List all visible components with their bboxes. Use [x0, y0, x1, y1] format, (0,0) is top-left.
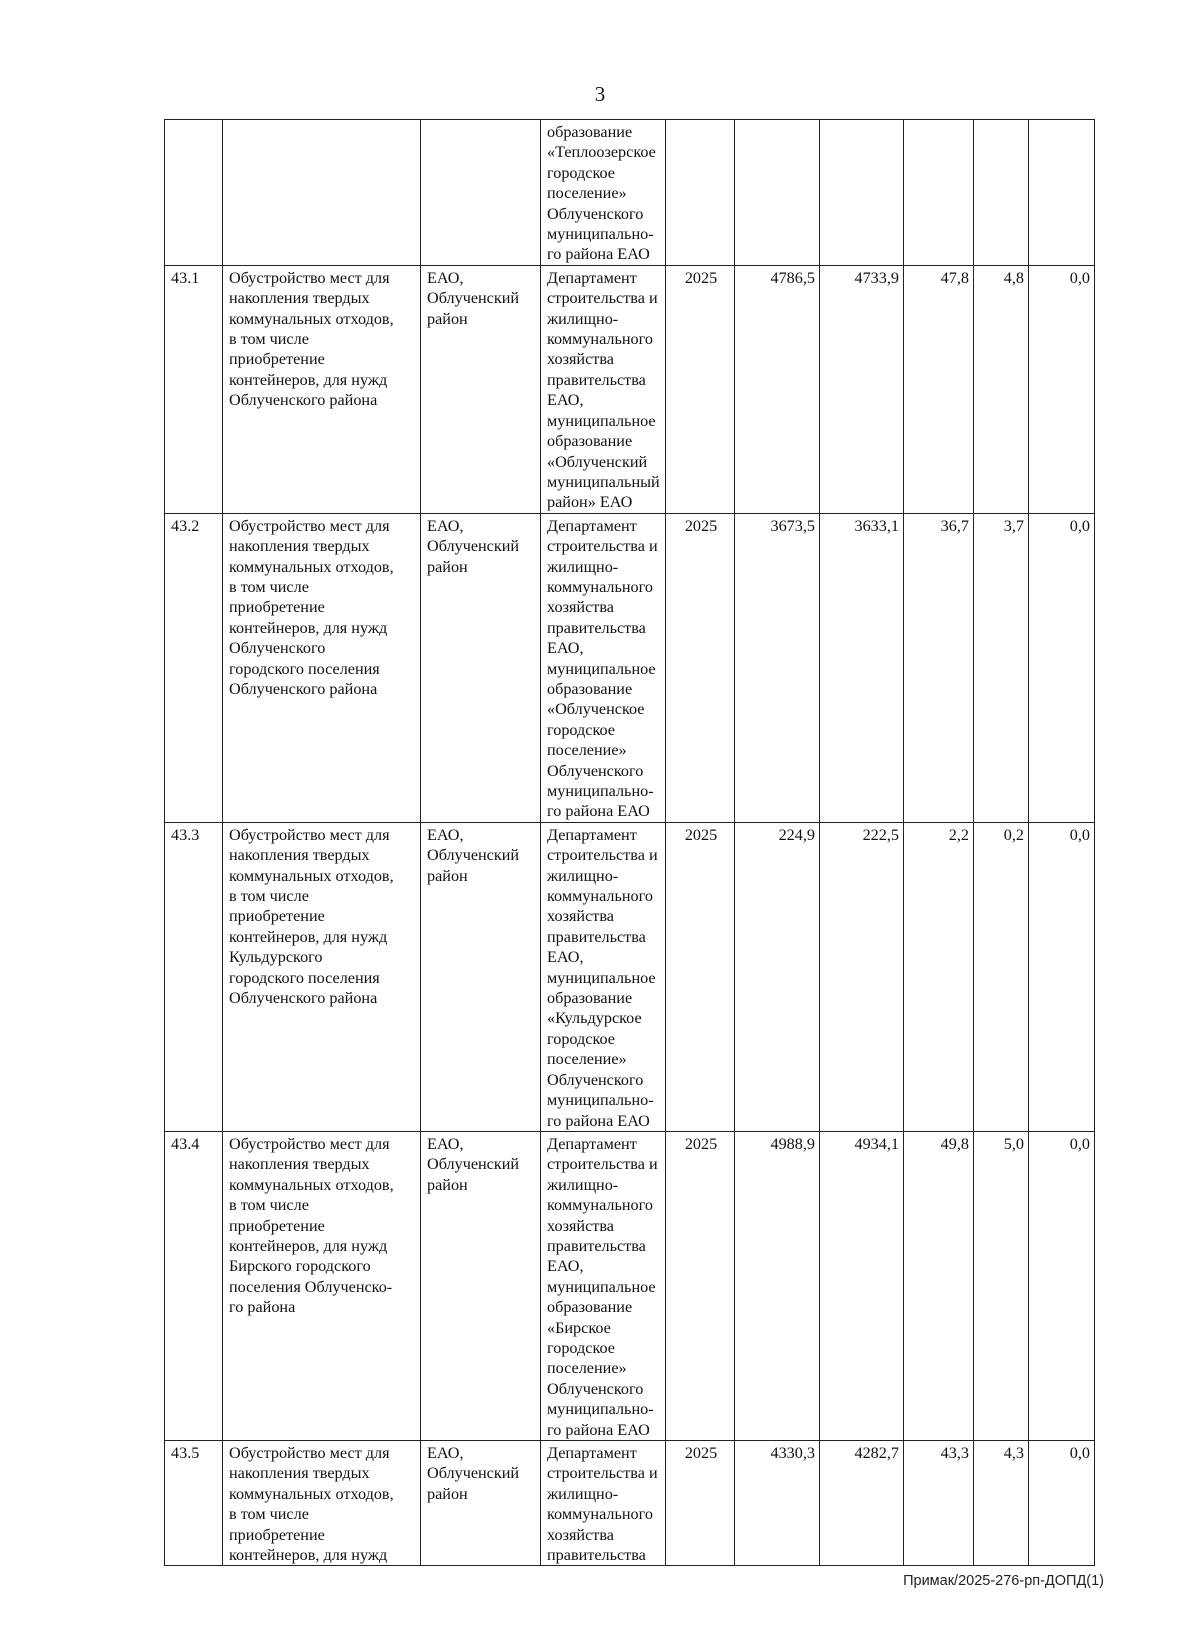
cell-federal: 3633,1 — [820, 513, 904, 822]
customer-text: Департамент строительства и жилищно- коммунального хозяйства правительства ЕАО, муниципальное образование «Облученское городское поселение» Облученского муниципально- го района ЕАО — [547, 516, 658, 821]
cell-year: 2025 — [666, 1441, 735, 1566]
cell-other: 0,0 — [1029, 822, 1095, 1131]
cell-customer — [541, 513, 666, 822]
cell-total: 224,9 — [735, 822, 820, 1131]
table-row — [165, 822, 1095, 1131]
cell-num — [165, 120, 223, 266]
cell-name — [223, 1131, 421, 1440]
cell-customer — [541, 1441, 666, 1566]
cell-total: 4786,5 — [735, 265, 820, 513]
cell-other: 0,0 — [1029, 1131, 1095, 1440]
cell-regional: 2,2 — [904, 822, 974, 1131]
cell-customer — [541, 822, 666, 1131]
cell-customer — [541, 265, 666, 513]
document-code: Примак/2025-276-рп-ДОПД(1) — [903, 1573, 1104, 1589]
cell-total — [735, 120, 820, 266]
cell-name — [223, 1441, 421, 1566]
cell-regional: 43,3 — [904, 1441, 974, 1566]
cell-local: 5,0 — [974, 1131, 1029, 1440]
cell-regional: 47,8 — [904, 265, 974, 513]
cell-federal — [820, 120, 904, 266]
cell-year: 2025 — [666, 513, 735, 822]
cell-total: 3673,5 — [735, 513, 820, 822]
program-table — [164, 119, 1095, 1566]
location-text: ЕАО, Облученский район — [427, 516, 520, 576]
cell-name — [223, 120, 421, 266]
location-text: ЕАО, Облученский район — [427, 825, 520, 885]
customer-text: Департамент строительства и жилищно- коммунального хозяйства правительства — [547, 1444, 658, 1565]
customer-text: образование «Теплоозерское городское поселение» Облученского муниципально- го района ЕАО — [547, 123, 656, 264]
cell-customer — [541, 1131, 666, 1440]
customer-text: Департамент строительства и жилищно- коммунального хозяйства правительства ЕАО, муниципальное образование «Кульдурское городское поселение» Облученского муниципально- го района ЕАО — [547, 825, 658, 1130]
event-name: Обустройство мест для накопления твердых коммунальных отходов, в том числе приобретение контейнеров, для нужд Кульдурского городского поселения Облученского района — [229, 825, 394, 1008]
cell-name — [223, 265, 421, 513]
cell-federal: 222,5 — [820, 822, 904, 1131]
table-row — [165, 265, 1095, 513]
location-text: ЕАО, Облученский район — [427, 1444, 520, 1503]
cell-local: 4,8 — [974, 265, 1029, 513]
table-row-continuation — [165, 120, 1095, 266]
event-name: Обустройство мест для накопления твердых коммунальных отходов, в том числе приобретение контейнеров, для нужд Облученского района — [229, 268, 394, 410]
cell-name — [223, 822, 421, 1131]
cell-federal: 4733,9 — [820, 265, 904, 513]
cell-regional: 36,7 — [904, 513, 974, 822]
location-text: ЕАО, Облученский район — [427, 1134, 520, 1194]
cell-other — [1029, 120, 1095, 266]
cell-local — [974, 120, 1029, 266]
cell-federal: 4282,7 — [820, 1441, 904, 1566]
cell-federal: 4934,1 — [820, 1131, 904, 1440]
cell-regional: 49,8 — [904, 1131, 974, 1440]
customer-text: Департамент строительства и жилищно- коммунального хозяйства правительства ЕАО, муниципальное образование «Бирское городское поселение» Облученского муниципально- го района ЕАО — [547, 1134, 658, 1439]
event-name: Обустройство мест для накопления твердых коммунальных отходов, в том числе приобретение контейнеров, для нужд Облученского городского поселения Облученского района — [229, 516, 394, 698]
cell-local: 3,7 — [974, 513, 1029, 822]
cell-year: 2025 — [666, 1131, 735, 1440]
cell-location — [421, 1131, 541, 1440]
table-row — [165, 1131, 1095, 1440]
cell-other: 0,0 — [1029, 265, 1095, 513]
cell-location — [421, 265, 541, 513]
row-number: 43.5 — [165, 1441, 223, 1566]
row-number: 43.4 — [165, 1131, 223, 1440]
event-name: Обустройство мест для накопления твердых коммунальных отходов, в том числе приобретение контейнеров, для нужд Бирского городского поселения Облученско- го района — [229, 1134, 394, 1317]
cell-customer — [541, 120, 666, 266]
event-name: Обустройство мест для накопления твердых коммунальных отходов, в том числе приобретение контейнеров, для нужд — [229, 1444, 394, 1565]
cell-year: 2025 — [666, 265, 735, 513]
customer-text: Департамент строительства и жилищно- коммунального хозяйства правительства ЕАО, муниципальное образование «Облученский муниципальный район» ЕАО — [547, 268, 660, 512]
cell-total: 4330,3 — [735, 1441, 820, 1566]
cell-local: 0,2 — [974, 822, 1029, 1131]
cell-regional — [904, 120, 974, 266]
cell-year — [666, 120, 735, 266]
table-row — [165, 513, 1095, 822]
cell-local: 4,3 — [974, 1441, 1029, 1566]
cell-other: 0,0 — [1029, 1441, 1095, 1566]
cell-location — [421, 822, 541, 1131]
cell-location — [421, 120, 541, 266]
cell-year: 2025 — [666, 822, 735, 1131]
cell-other: 0,0 — [1029, 513, 1095, 822]
page-number: 3 — [594, 82, 606, 106]
cell-total: 4988,9 — [735, 1131, 820, 1440]
cell-location — [421, 513, 541, 822]
table-row — [165, 1441, 1095, 1566]
row-number: 43.3 — [165, 822, 223, 1131]
row-number: 43.1 — [165, 265, 223, 513]
location-text: ЕАО, Облученский район — [427, 268, 520, 328]
row-number: 43.2 — [165, 513, 223, 822]
cell-name — [223, 513, 421, 822]
cell-location — [421, 1441, 541, 1566]
